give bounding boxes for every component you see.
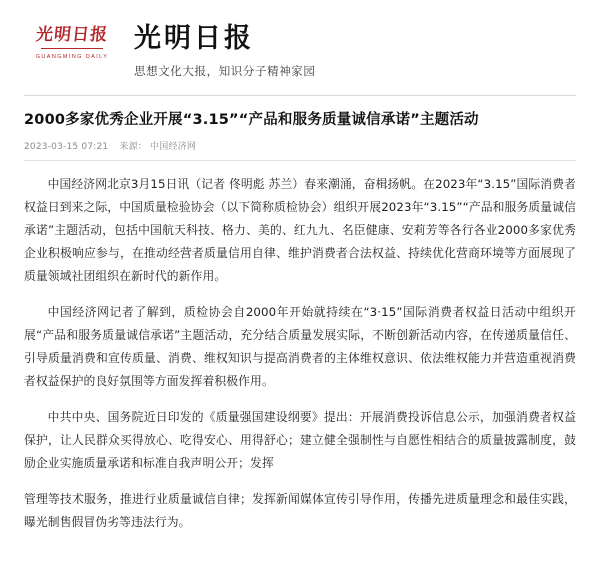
publish-date: 2023-03-15 07:21: [24, 141, 109, 152]
article-headline: 2000多家优秀企业开展“3.15”“产品和服务质量诚信承诺”主题活动: [24, 111, 479, 128]
article-paragraph: 中共中央、国务院近日印发的《质量强国建设纲要》提出：开展消费投诉信息公示，加强消费者权益保护，让人民群众买得放心、吃得安心、用得舒心；建立健全强制性与自愿性相结合的质量披露制度，鼓励企业实施质量承诺和标准自我声明公开；发挥: [24, 409, 576, 470]
newspaper-logo: [24, 22, 120, 60]
masthead-rule: [24, 95, 576, 96]
source-name: 中国经济网: [150, 141, 197, 152]
masthead: [0, 0, 600, 89]
article-paragraph: 管理等技术服务，推进行业质量诚信自律；发挥新闻媒体宣传引导作用，传播先进质量理念和最佳实践，曝光制售假冒伪劣等违法行为。: [24, 491, 576, 529]
headline-rule: [24, 160, 576, 161]
article-body: [24, 173, 576, 534]
article-paragraph: 中国经济网北京3月15日讯（记者 佟明彪 苏兰）春来潮涌，奋楫扬帆。在2023年“3.15”国际消费者权益日到来之际，中国质量检验协会（以下简称质检协会）组织开展2023年“3.15”“产品和服务质量诚信承诺”主题活动，包括中国航天科技、格力、美的、红九九、名臣健康、安莉芳等各行各业2000多家优秀企业积极响应参与，在推动经营者质量信用自律、维护消费者合法权益、持续优化营商环境等方面展现了质量领域社团组织在新时代的新作用。: [24, 176, 576, 283]
logo-wordmark: 光明日报: [34, 25, 110, 45]
newspaper-slogan: 思想文化大报，知识分子精神家园: [134, 63, 316, 78]
newspaper-name: 光明日报: [134, 23, 254, 54]
article-paragraph: 中国经济网记者了解到，质检协会自2000年开始就持续在“3·15”国际消费者权益日活动中组织开展“产品和服务质量诚信承诺”主题活动，充分结合质量发展实际，不断创新活动内容，在传递质量信任、引导质量消费和宣传质量、消费、维权知识与提高消费者的主体维权意识、依法维权能力并营造重视消费者权益保护的良好氛围等方面发挥着积极作用。: [24, 304, 576, 388]
logo-divider: [41, 48, 103, 49]
source-label: 来源：: [119, 141, 147, 152]
logo-latin-name: GUANGMING DAILY: [35, 53, 109, 60]
masthead-titles: [120, 22, 316, 79]
article-byline: [24, 139, 576, 152]
